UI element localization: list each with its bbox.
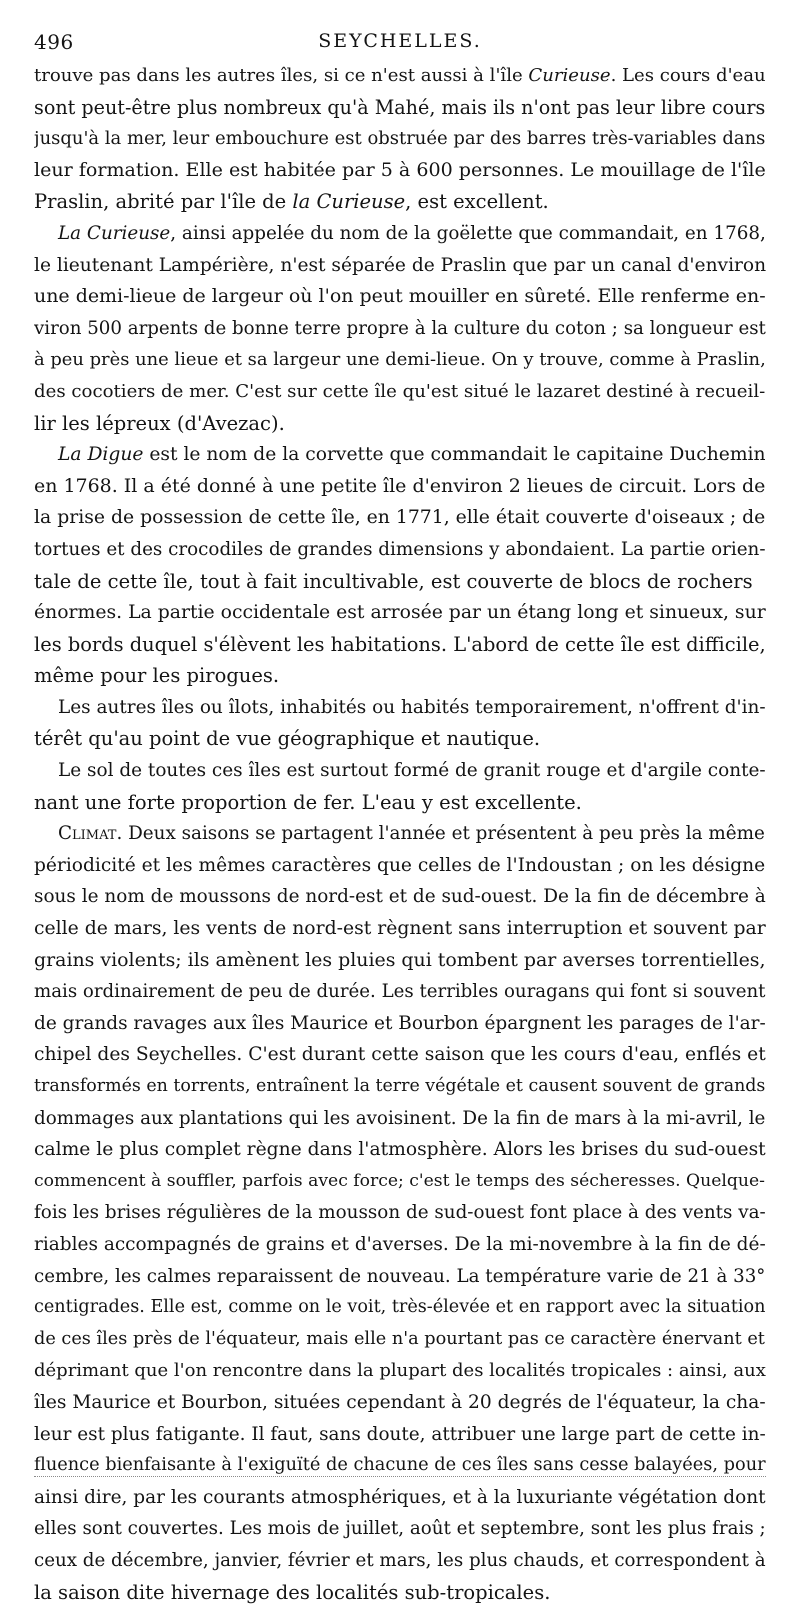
paragraph-autres-iles [34, 692, 766, 755]
text-line [34, 818, 766, 850]
body-text [34, 60, 766, 1608]
text-line: trouve pas dans les autres îles, si ce n'est aussi à l'île Curieuse. Les cours d'eau [34, 60, 766, 92]
text-line: ceux de décembre, janvier, février et mars, les plus chauds, et correspondent à [34, 1545, 766, 1577]
text-line: calme le plus complet règne dans l'atmosphère. Alors les brises du sud-ouest [34, 1134, 766, 1166]
running-header [34, 30, 766, 58]
text-line: centigrades. Elle est, comme on le voit, très-élevée et en rapport avec la situation [34, 1292, 766, 1324]
text-line: sont peut-être plus nombreux qu'à Mahé, mais ils n'ont pas leur libre cours [34, 92, 766, 124]
text-line: déprimant que l'on rencontre dans la plupart des localités tropicales : ainsi, aux [34, 1355, 766, 1387]
section-lead-climat: Climat. [58, 823, 122, 844]
text-line: tale de cette île, tout à fait incultivable, est couverte de blocs de rochers [34, 566, 766, 598]
text-line: Le sol de toutes ces îles est surtout formé de granit rouge et d'argile conte- [34, 755, 766, 787]
text-line: lir les lépreux (d'Avezac). [34, 408, 766, 440]
text-line: le lieutenant Lampérière, n'est séparée de Praslin que par un canal d'environ [34, 250, 766, 282]
text-line: Les autres îles ou îlots, inhabités ou habités temporairement, n'offrent d'in- [34, 692, 766, 724]
text-line: térêt qu'au point de vue géographique et nautique. [34, 723, 766, 755]
paragraph-sol [34, 755, 766, 818]
text-line: transformés en torrents, entraînent la terre végétale et causent souvent de grands [34, 1071, 766, 1103]
text-line: les bords duquel s'élèvent les habitations. L'abord de cette île est difficile, [34, 629, 766, 661]
text-line: leur formation. Elle est habitée par 5 à 600 personnes. Le mouillage de l'île [34, 155, 766, 187]
text-line: fois les brises régulières de la mousson de sud-ouest font place à des vents va- [34, 1197, 766, 1229]
paragraph-praslin [34, 60, 766, 218]
paragraph-climat [34, 818, 766, 1608]
text-line: nant une forte proportion de fer. L'eau y est excellente. [34, 787, 766, 819]
running-title: SEYCHELLES. [34, 30, 766, 52]
text-line: grains violents; ils amènent les pluies qui tombent par averses torrentielles, [34, 945, 766, 977]
text-line: sous le nom de moussons de nord-est et de sud-ouest. De la fin de décembre à [34, 881, 766, 913]
text-line: leur est plus fatigante. Il faut, sans doute, attribuer une large part de cette in- [34, 1419, 766, 1451]
text-line: mais ordinairement de peu de durée. Les terribles ouragans qui font si souvent [34, 976, 766, 1008]
text-line: La Curieuse, ainsi appelée du nom de la goëlette que commandait, en 1768, [34, 218, 766, 250]
text-line: périodicité et les mêmes caractères que celles de l'Indoustan ; on les désigne [34, 850, 766, 882]
paragraph-la-digue [34, 439, 766, 692]
text-line: chipel des Seychelles. C'est durant cette saison que les cours d'eau, enflés et [34, 1039, 766, 1071]
text-line: riables accompagnés de grains et d'averses. De la mi-novembre à la fin de dé- [34, 1229, 766, 1261]
text-line: viron 500 arpents de bonne terre propre à la culture du coton ; sa longueur est [34, 313, 766, 345]
text-line: commencent à souffler, parfois avec force; c'est le temps des sécheresses. Quelque- [34, 1166, 766, 1198]
text-line: une demi-lieue de largeur où l'on peut mouiller en sûreté. Elle renferme en- [34, 281, 766, 313]
text-line: celle de mars, les vents de nord-est règnent sans interruption et souvent par [34, 913, 766, 945]
paragraph-la-curieuse [34, 218, 766, 439]
text-line: Praslin, abrité par l'île de la Curieuse, est excellent. [34, 186, 766, 218]
text-line: même pour les pirogues. [34, 660, 766, 692]
text-line: La Digue est le nom de la corvette que commandait le capitaine Duchemin [34, 439, 766, 471]
footer-divider [34, 1476, 766, 1477]
text-line: énormes. La partie occidentale est arrosée par un étang long et sinueux, sur [34, 597, 766, 629]
text-line: cembre, les calmes reparaissent de nouveau. La température varie de 21 à 33° [34, 1261, 766, 1293]
text-line-rest: Deux saisons se partagent l'année et présentent à peu près la même [122, 823, 765, 844]
text-line: de grands ravages aux îles Maurice et Bourbon épargnent les parages de l'ar- [34, 1008, 766, 1040]
text-line: elles sont couvertes. Les mois de juillet, août et septembre, sont les plus frais ; [34, 1513, 766, 1545]
text-line: des cocotiers de mer. C'est sur cette île qu'est situé le lazaret destiné à recueil- [34, 376, 766, 408]
text-line: jusqu'à la mer, leur embouchure est obstruée par des barres très-variables dans [34, 123, 766, 155]
text-line: à peu près une lieue et sa largeur une demi-lieue. On y trouve, comme à Praslin, [34, 344, 766, 376]
text-line: dommages aux plantations qui les avoisinent. De la fin de mars à la mi-avril, le [34, 1103, 766, 1135]
text-line: en 1768. Il a été donné à une petite île d'environ 2 lieues de circuit. Lors de [34, 471, 766, 503]
page-number: 496 [34, 30, 74, 54]
text-line: de ces îles près de l'équateur, mais elle n'a pourtant pas ce caractère énervant et [34, 1324, 766, 1356]
text-line: fluence bienfaisante à l'exiguïté de chacune de ces îles sans cesse balayées, pour [34, 1450, 766, 1482]
text-line: tortues et des crocodiles de grandes dimensions y abondaient. La partie orien- [34, 534, 766, 566]
text-line: îles Maurice et Bourbon, situées cependant à 20 degrés de l'équateur, la cha- [34, 1387, 766, 1419]
text-line: la prise de possession de cette île, en 1771, elle était couverte d'oiseaux ; de [34, 502, 766, 534]
text-line: la saison dite hivernage des localités sub-tropicales. [34, 1577, 766, 1608]
text-line: ainsi dire, par les courants atmosphériques, et à la luxuriante végétation dont [34, 1482, 766, 1514]
